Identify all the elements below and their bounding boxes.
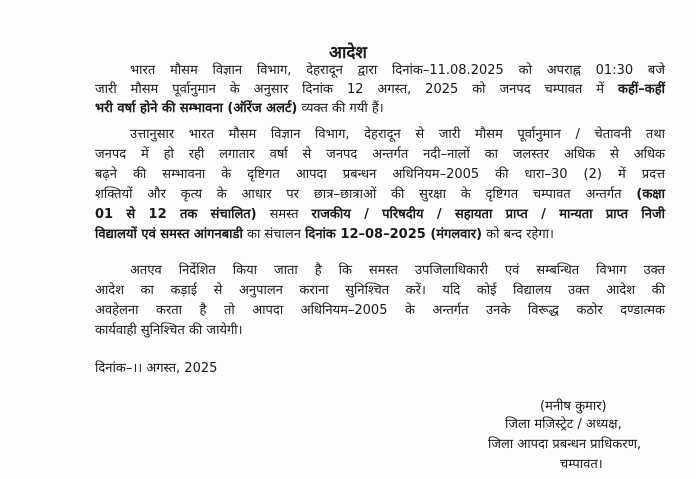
authority-name: जिला आपदा प्रबन्धन प्राधिकरण,: [488, 437, 642, 452]
para1-line3: भरी वर्षा होने की सम्भावना (ऑरेंज अलर्ट) व्यक्त की गयी हैं।: [95, 101, 384, 116]
order-date: दिनांक–।। अगस्त, 2025: [95, 361, 218, 376]
para1-line1: भारत मौसम विज्ञान विभाग, देहरादून द्वारा दिनांक–11.08.2025 को अपराह्न 01:30 बजे: [130, 63, 665, 78]
signatory-designation: जिला मजिस्ट्रेट / अध्यक्ष,: [505, 417, 622, 432]
para2-line3: बढ़ने की सम्भावना के दृष्टिगत आपदा प्रबन्धन अधिनियम–2005 की धारा–30 (2) में प्रदत्त: [95, 167, 665, 182]
para2-line4: शक्तियों और कृत्य के आधार पर छात्र–छात्राओं की सुरक्षा के दृष्टिगत चम्पावत अन्तर्गत (कक्षा: [95, 187, 665, 202]
para3-line3: अवहेलना करता है तो आपदा अधिनियम–2005 के अन्तर्गत उनके विरूद्ध कठोर दण्डात्मक: [95, 303, 665, 318]
para2-line6: विद्यालयों एवं समस्त आंगनबाडी का संचालन दिनांक 12–08–2025 (मंगलवार) को बन्द रहेगा।: [95, 227, 554, 242]
para3-line2: आदेश का कड़ाई से अनुपालन कराना सुनिश्चित करें। यदि कोई विद्यालय उक्त आदेश की: [95, 283, 665, 298]
para3-line4: कार्यवाही सुनिश्चित की जायेगी।: [95, 323, 243, 338]
para2-line1: उत्तानुसार भारत मौसम विज्ञान विभाग, देहरादून से जारी मौसम पूर्वानुमान / चेतावनी तथा: [130, 127, 665, 142]
signatory-name: (मनीष कुमार): [540, 399, 607, 414]
para3-line1: अतएव निर्देशित किया जाता है कि समस्त उपजिलाधिकारी एवं सम्बन्धित विभाग उक्त: [130, 263, 665, 278]
order-title: आदेश: [329, 43, 367, 63]
para1-line2: जारी मौसम पूर्वानुमान के अनुसार दिनांक 12 अगस्त, 2025 को जनपद चम्पावत में कहीं–कहीं: [95, 82, 665, 97]
place-name: चम्पावत।: [560, 457, 603, 472]
para2-line5: 01 से 12 तक संचालित) समस्त राजकीय / परिषदीय / सहायता प्राप्त / मान्यता प्राप्त निजी: [95, 207, 665, 222]
para2-line2: जनपद में हो रही लगातार वर्षा से जनपद अन्तर्गत नदी–नालों का जलस्तर अधिक से अधिक: [95, 147, 665, 162]
